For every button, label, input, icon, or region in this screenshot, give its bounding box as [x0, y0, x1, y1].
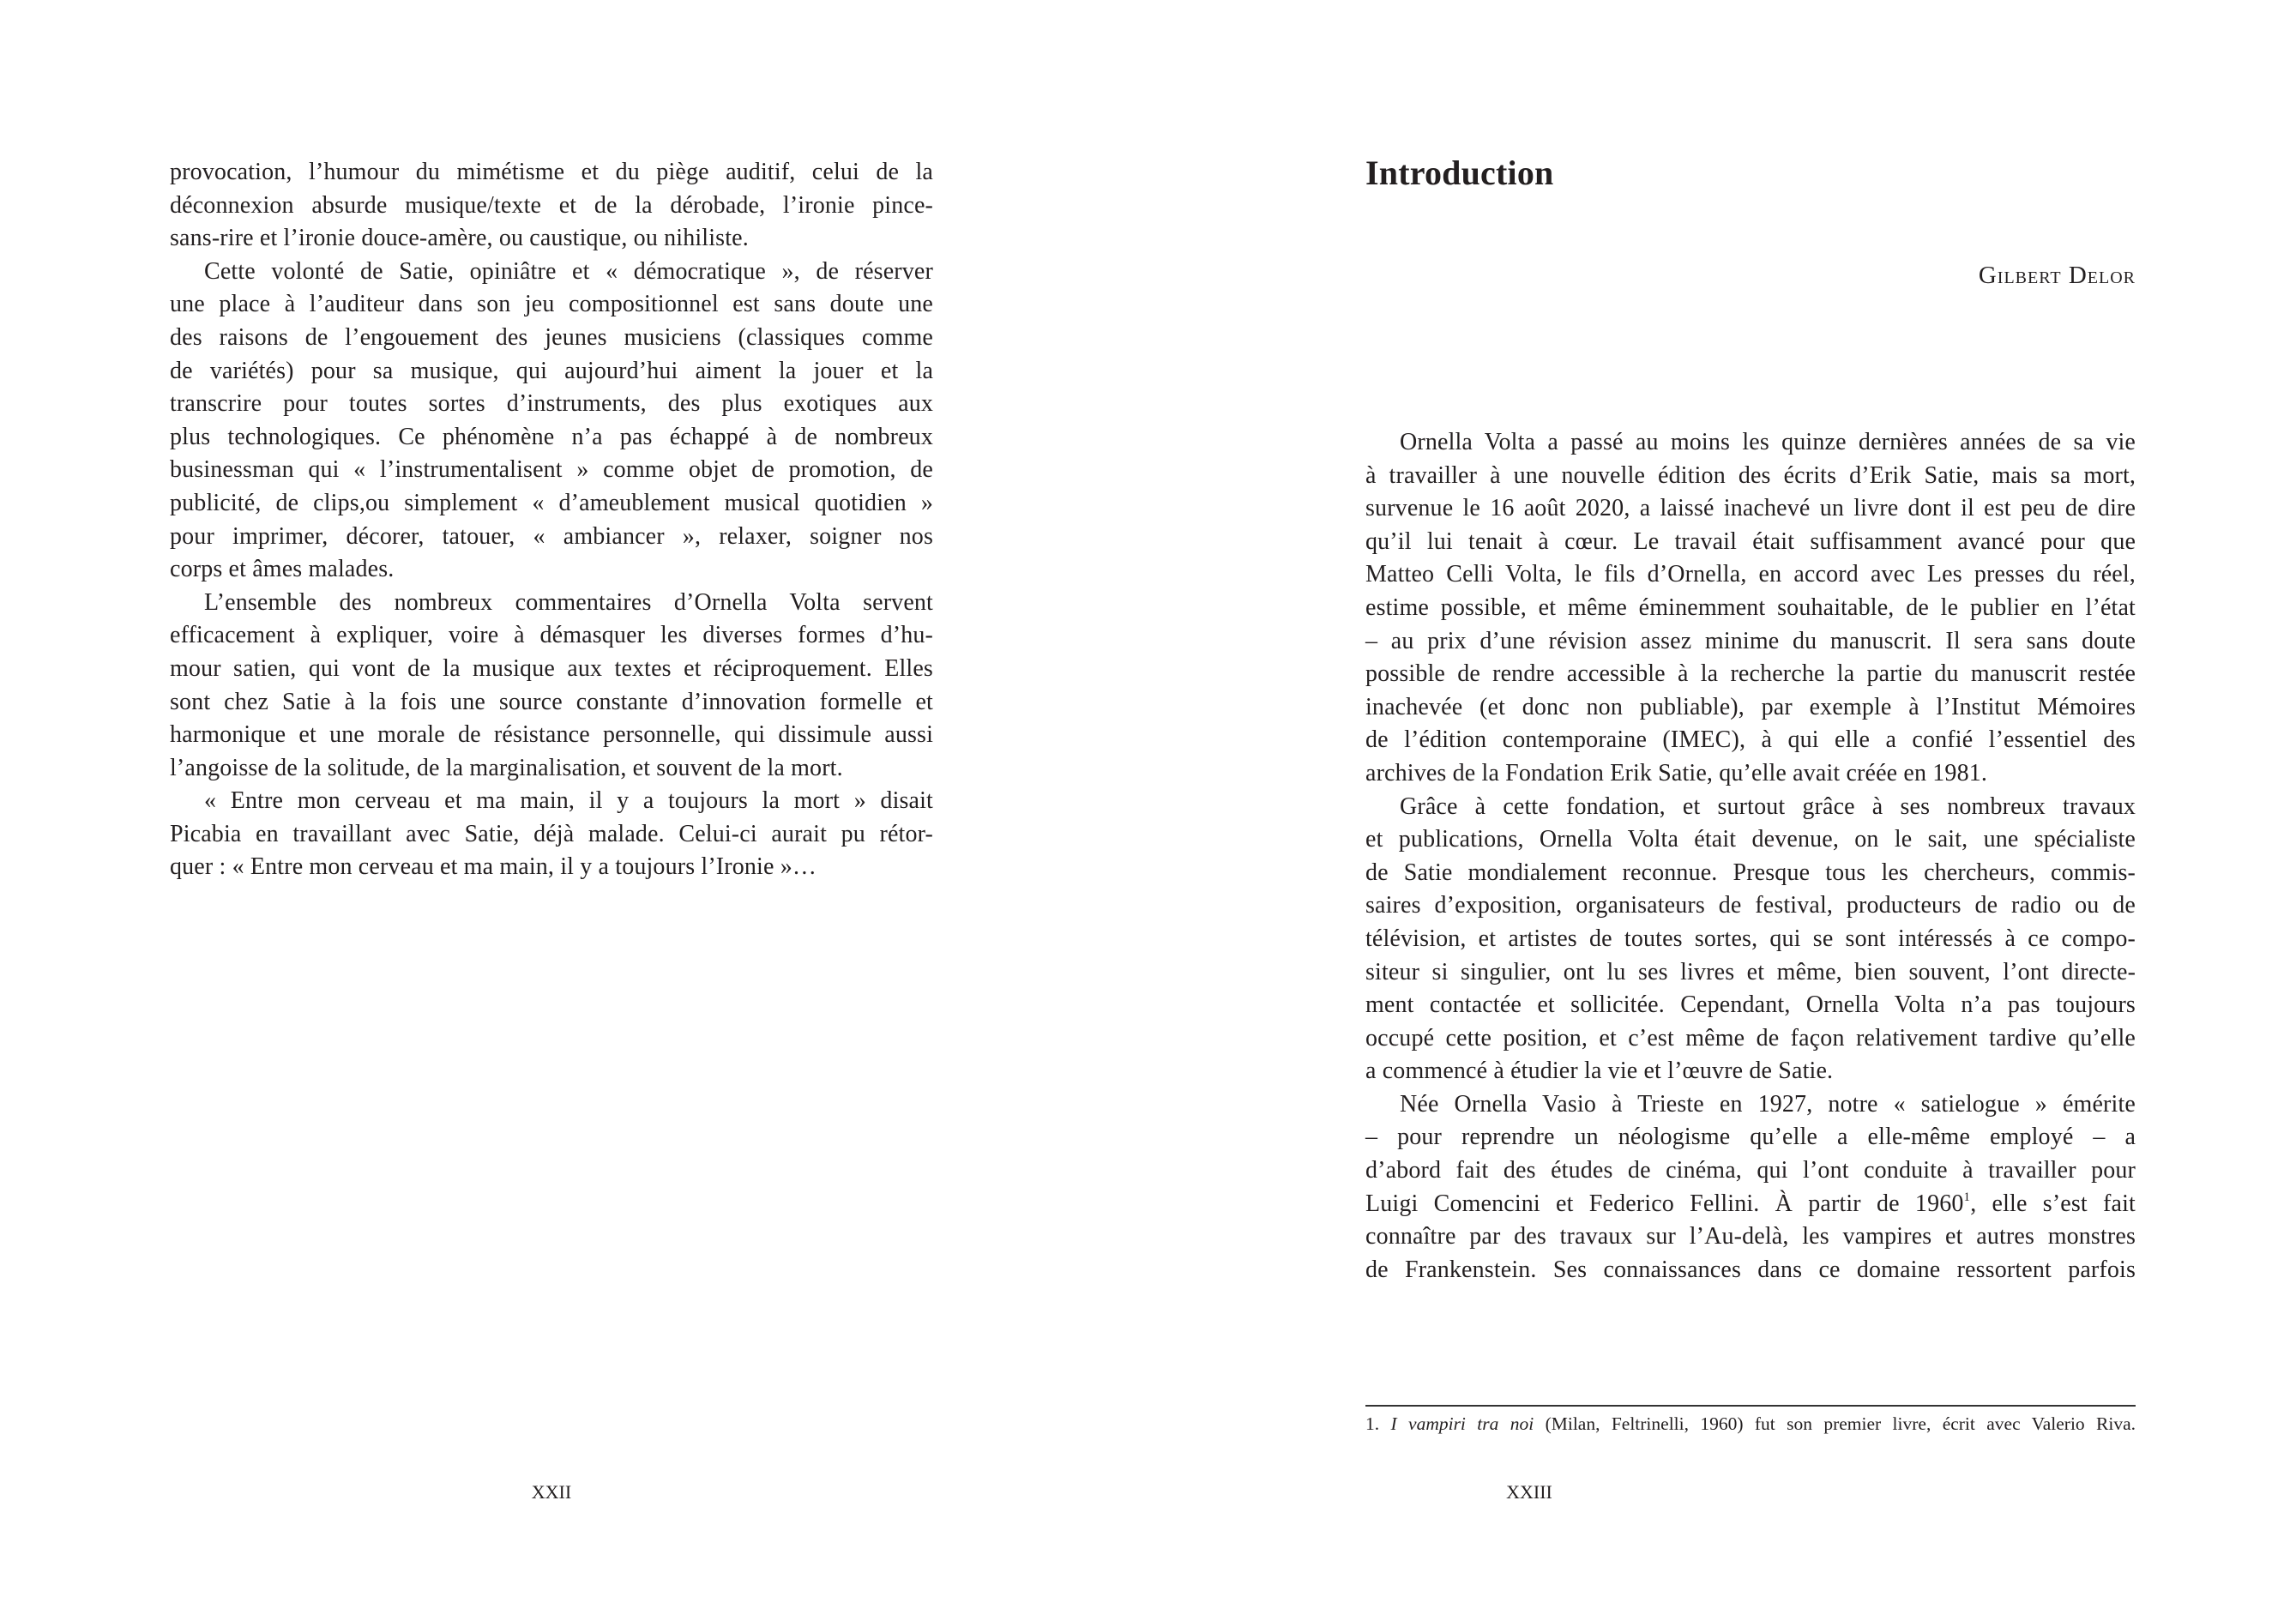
text-line-content: de variétés) pour sa musique, qui aujourd’hui aiment la jouer et la	[170, 357, 934, 384]
text-line-content: Cette volonté de Satie, opiniâtre et « démocratique », de réserver	[204, 257, 933, 285]
text-line-content: occupé cette position, et c’est même de façon relativement tardive qu’elle	[1365, 1024, 2136, 1052]
text-line	[1365, 1088, 2136, 1122]
text-line-content: – au prix d’une révision assez minime du manuscrit. Il sera sans doute	[1365, 627, 2136, 654]
text-line	[170, 388, 933, 421]
text-line	[170, 686, 933, 720]
page-number-right: XXIII	[1506, 1481, 1552, 1503]
text-line	[170, 322, 933, 355]
text-line	[170, 653, 933, 686]
text-line	[1365, 558, 2136, 592]
page-number-left: XXII	[531, 1481, 572, 1503]
text-line-content: qu’il lui tenait à cœur. Le travail était suffisamment avancé pour que	[1365, 527, 2136, 555]
text-line-content: estime possible, et même éminemment souhaitable, de le publier en l’état	[1365, 594, 2136, 621]
text-line-content: Grâce à cette fondation, et surtout grâce à ses nombreux travaux	[1400, 792, 2136, 820]
footnote-number: 1.	[1365, 1413, 1380, 1434]
text-line	[170, 719, 933, 752]
text-line-content: sans-rire et l’ironie douce-amère, ou caustique, ou nihiliste.	[170, 225, 749, 252]
text-line	[1365, 658, 2136, 691]
text-line-content: quer : « Entre mon cerveau et ma main, il y a toujours l’Ironie »…	[170, 853, 817, 881]
text-line	[1365, 791, 2136, 824]
text-line-content: efficacement à expliquer, voire à démasquer les diverses formes d’hu-	[170, 622, 933, 649]
footnote-divider	[1365, 1405, 2136, 1407]
author-name: Gilbert Delor	[1978, 262, 2136, 289]
text-line-content: survenue le 16 août 2020, a laissé inachevé un livre dont il est peu de dire	[1365, 495, 2136, 522]
text-line	[170, 156, 933, 190]
footnote-book-title: I vampiri tra noi	[1390, 1413, 1534, 1434]
text-line	[1365, 526, 2136, 559]
text-line-content: transcrire pour toutes sortes d’instruments, des plus exotiques aux	[170, 390, 934, 418]
text-line	[170, 256, 933, 289]
text-line	[170, 421, 933, 455]
text-line	[170, 619, 933, 653]
text-line	[170, 851, 933, 884]
text-line-content: publicité, de clips,ou simplement « d’ameublement musical quotidien »	[170, 489, 934, 516]
text-line	[1365, 625, 2136, 659]
text-line	[170, 785, 933, 818]
chapter-title: Introduction	[1365, 154, 1554, 192]
text-line-content: ment contactée et sollicitée. Cependant, Ornella Volta n’a pas toujours	[1365, 991, 2136, 1019]
text-line	[1365, 889, 2136, 923]
text-line-content: déconnexion absurde musique/texte et de la dérobade, l’ironie pince-	[170, 191, 933, 219]
text-line-content: a commencé à étudier la vie et l’œuvre de Satie.	[1365, 1058, 1834, 1085]
text-line-content: Née Ornella Vasio à Trieste en 1927, notre « satielogue » émérite	[1400, 1090, 2136, 1118]
text-line	[1365, 1254, 2136, 1287]
text-line-content: provocation, l’humour du mimétisme et du piège auditif, celui de la	[170, 159, 934, 185]
text-line	[1365, 1154, 2136, 1188]
text-line-content: et publications, Ornella Volta était devenue, on le sait, une spécialiste	[1365, 826, 2136, 853]
footnote-text: (Milan, Feltrinelli, 1960) fut son premier livre, écrit avec Valerio Riva.	[1534, 1413, 2136, 1434]
text-line-content: de Frankenstein. Ses connaissances dans ce domaine ressortent parfois	[1365, 1256, 2136, 1283]
text-line	[170, 487, 933, 521]
text-line-content: connaître par des travaux sur l’Au-delà, les vampires et autres monstres	[1365, 1223, 2136, 1250]
footnote	[1365, 1412, 2136, 1436]
text-line	[170, 288, 933, 322]
text-line	[1365, 492, 2136, 526]
text-line	[1365, 1188, 2136, 1221]
text-line	[1365, 956, 2136, 990]
text-line-content: Luigi Comencini et Federico Fellini. À partir de 1960	[1365, 1190, 1964, 1217]
text-line-content: – pour reprendre un néologisme qu’elle a elle-même employé – a	[1365, 1124, 2136, 1151]
text-line	[1365, 426, 2136, 460]
text-line-content: « Entre mon cerveau et ma main, il y a toujours la mort » disait	[204, 787, 933, 815]
text-line-content: sont chez Satie à la fois une source constante d’innovation formelle et	[170, 688, 933, 715]
text-line-content: de l’édition contemporaine (IMEC), à qui elle a confié l’essentiel des	[1365, 726, 2136, 754]
text-line-content: mour satien, qui vont de la musique aux textes et réciproquement. Elles	[170, 654, 933, 682]
text-line-content: , elle s’est fait	[1970, 1190, 2136, 1217]
text-line-content: des raisons de l’engouement des jeunes musiciens (classiques comme	[170, 323, 933, 351]
text-line	[170, 190, 933, 223]
text-line-content: de Satie mondialement reconnue. Presque tous les chercheurs, commis-	[1365, 859, 2136, 886]
text-line	[1365, 757, 2136, 791]
text-line-content: harmonique et une morale de résistance personnelle, qui dissimule aussi	[170, 721, 934, 749]
left-page-body	[170, 156, 933, 884]
text-line-content: corps et âmes malades.	[170, 556, 395, 583]
text-line	[1365, 1055, 2136, 1088]
text-line-content: pour imprimer, décorer, tatouer, « ambiancer », relaxer, soigner nos	[170, 522, 933, 550]
text-line	[170, 818, 933, 852]
text-line-content: saires d’exposition, organisateurs de festival, producteurs de radio ou de	[1365, 892, 2136, 919]
text-line	[1365, 1022, 2136, 1056]
text-line-content: Picabia en travaillant avec Satie, déjà malade. Celui-ci aurait pu rétor-	[170, 820, 933, 847]
text-line	[1365, 857, 2136, 890]
text-line	[1365, 1220, 2136, 1254]
text-line	[1365, 592, 2136, 625]
text-line	[170, 521, 933, 554]
text-line-content: une place à l’auditeur dans son jeu compositionnel est sans doute une	[170, 291, 933, 318]
text-line-content: Matteo Celli Volta, le fils d’Ornella, en accord avec Les presses du réel,	[1365, 561, 2136, 588]
text-line-content: possible de rendre accessible à la recherche la partie du manuscrit restée	[1365, 660, 2136, 688]
text-line	[1365, 691, 2136, 725]
text-line	[1365, 1121, 2136, 1154]
text-line	[1365, 823, 2136, 857]
text-line	[1365, 989, 2136, 1022]
text-line	[170, 454, 933, 487]
text-line-content: archives de la Fondation Erik Satie, qu’elle avait créée en 1981.	[1365, 759, 1988, 786]
text-line	[170, 355, 933, 389]
text-line-content: à travailler à une nouvelle édition des écrits d’Erik Satie, mais sa mort,	[1365, 461, 2136, 489]
text-line-content: télévision, et artistes de toutes sortes, qui se sont intéressés à ce compo-	[1365, 925, 2136, 952]
text-line-content: businessman qui « l’instrumentalisent » comme objet de promotion, de	[170, 456, 934, 484]
footnote-reference[interactable]: 1	[1963, 1190, 1971, 1204]
text-line	[170, 222, 933, 256]
right-page	[1148, 0, 2296, 1621]
text-line	[1365, 923, 2136, 956]
text-line-content: plus technologiques. Ce phénomène n’a pas échappé à de nombreux	[170, 423, 933, 450]
text-line	[1365, 724, 2136, 757]
text-line	[170, 587, 933, 620]
text-line	[1365, 460, 2136, 493]
text-line	[170, 752, 933, 786]
text-line-content: d’abord fait des études de cinéma, qui l’ont conduite à travailler pour	[1365, 1157, 2136, 1184]
text-line-content: inachevée (et donc non publiable), par exemple à l’Institut Mémoires	[1365, 693, 2136, 720]
text-line-content: Ornella Volta a passé au moins les quinze dernières années de sa vie	[1400, 429, 2136, 455]
text-line-content: L’ensemble des nombreux commentaires d’Ornella Volta servent	[204, 588, 933, 616]
text-line	[170, 553, 933, 587]
text-line-content: siteur si singulier, ont lu ses livres et même, bien souvent, l’ont directe-	[1365, 958, 2136, 985]
right-page-body	[1365, 426, 2136, 1287]
text-line-content: l’angoisse de la solitude, de la marginalisation, et souvent de la mort.	[170, 754, 843, 781]
